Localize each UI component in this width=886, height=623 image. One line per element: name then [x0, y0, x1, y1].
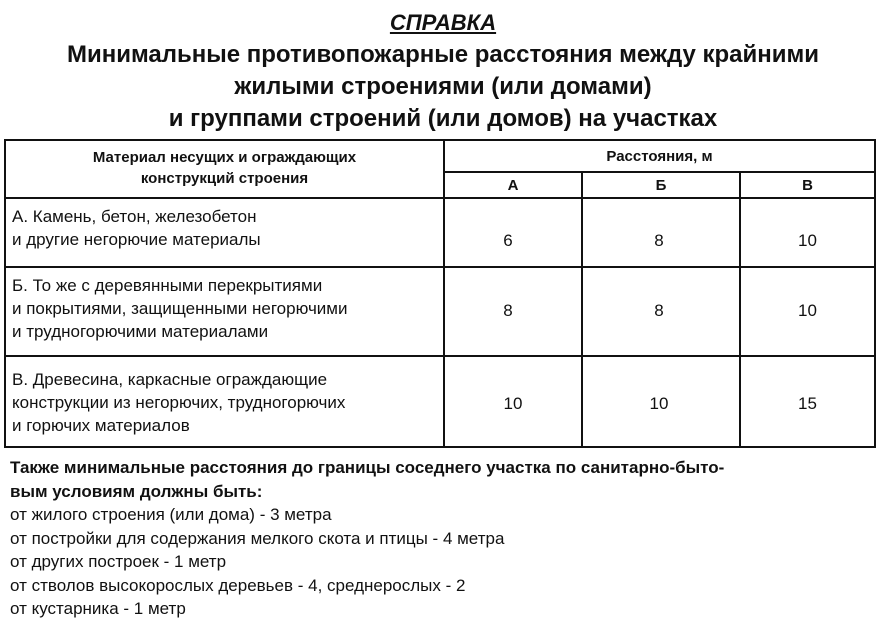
notes-item: от кустарника - 1 метр	[10, 599, 186, 618]
distance-table	[4, 139, 876, 448]
title-line-2: жилыми строениями (или домами)	[234, 73, 652, 100]
notes-section	[10, 456, 876, 621]
notes-item: от других построек - 1 метр	[10, 552, 227, 571]
notes-item: от стволов высокорослых деревьев - 4, среднерослых - 2	[10, 575, 466, 595]
material-header-line: Материал несущих и ограждающих	[92, 149, 357, 166]
subheader-divider	[445, 171, 874, 173]
column-header-b: Б	[655, 177, 667, 194]
title-line-3: и группами строений (или домов) на участках	[168, 105, 718, 132]
document-label: СПРАВКА	[389, 10, 497, 35]
table-row-material	[12, 274, 442, 343]
table-row-material	[12, 368, 442, 437]
table-cell-value: 10	[798, 231, 817, 250]
table-cell-value: 10	[503, 394, 523, 413]
table-row-material	[12, 205, 442, 251]
table-cell-value: 15	[798, 394, 817, 413]
table-cell-value: 10	[649, 394, 669, 413]
material-line: конструкции из негорючих, трудногорючих	[12, 393, 346, 412]
row-divider-2	[6, 355, 874, 357]
material-line: и горючих материалов	[12, 416, 190, 435]
material-line: А. Камень, бетон, железобетон	[12, 207, 257, 226]
notes-lead-line: Также минимальные расстояния до границы соседнего участка по санитарно-быто-	[10, 458, 725, 477]
distances-header: Расстояния, м	[606, 148, 713, 165]
table-cell-value: 8	[654, 301, 664, 320]
header-bottom-divider	[6, 197, 874, 199]
column-header-a: А	[507, 177, 519, 194]
material-header-line: конструкций строения	[140, 170, 309, 187]
title-line-1: Минимальные противопожарные расстояния между крайними	[66, 41, 820, 68]
notes-lead-line: вым условиям должны быть:	[10, 481, 263, 501]
notes-item: от жилого строения (или дома) - 3 метра	[10, 505, 332, 524]
column-header-v: В	[802, 177, 813, 194]
table-cell-value: 10	[798, 301, 817, 320]
material-header	[6, 147, 443, 189]
table-cell-value: 8	[654, 231, 664, 250]
material-line: В. Древесина, каркасные ограждающие	[12, 370, 328, 389]
material-line: Б. То же с деревянными перекрытиями	[12, 276, 323, 295]
material-line: и покрытиями, защищенными негорючими	[12, 299, 348, 318]
table-cell-value: 8	[503, 301, 513, 320]
material-line: и трудногорючими материалами	[12, 322, 269, 341]
material-line: и другие негорючие материалы	[12, 230, 261, 249]
table-cell-value: 6	[503, 231, 513, 250]
notes-item: от постройки для содержания мелкого скота и птицы - 4 метра	[10, 528, 505, 548]
row-divider-1	[6, 266, 874, 268]
